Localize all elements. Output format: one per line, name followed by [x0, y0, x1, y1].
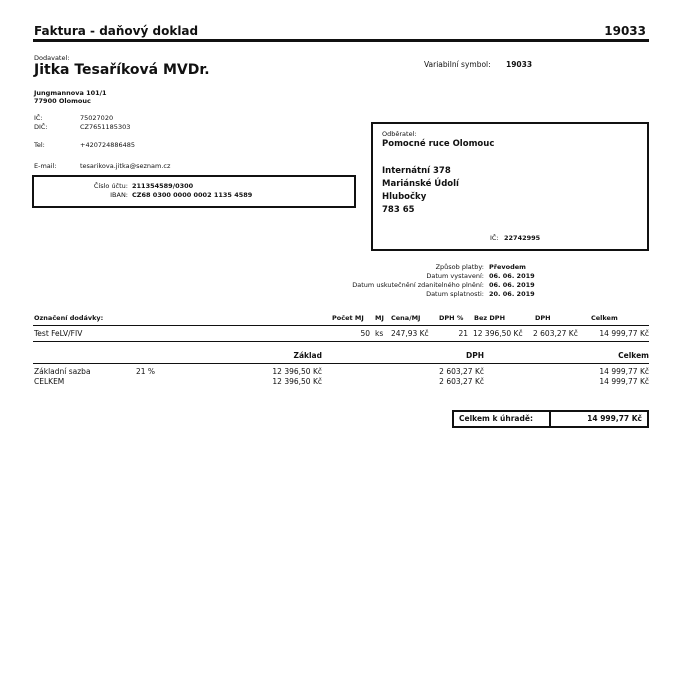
customer-place: Mariánské Údolí — [382, 179, 459, 189]
issued-date: 06. 06. 2019 — [489, 272, 535, 280]
item-qty: 50 — [360, 329, 370, 338]
summary-row-total: 14 999,77 Kč — [599, 377, 649, 386]
col-vat-pct-header: DPH % — [439, 314, 464, 322]
bank-account-label: Číslo účtu: — [93, 182, 128, 190]
payment-method-label: Způsob platby: — [435, 263, 484, 271]
taxable-date-label: Datum uskutečnění zdanitelného plnění: — [352, 281, 484, 289]
items-header-divider — [33, 325, 649, 326]
customer-street: Internátní 378 — [382, 166, 451, 176]
summary-row-base: 12 396,50 Kč — [272, 367, 322, 376]
variable-symbol-value: 19033 — [506, 60, 533, 69]
supplier-name: Jitka Tesaříková MVDr. — [34, 62, 210, 78]
invoice-number: 19033 — [604, 24, 646, 38]
col-total-header: Celkem — [591, 314, 618, 322]
supplier-tel-label: Tel: — [34, 141, 45, 149]
customer-name: Pomocné ruce Olomouc — [382, 139, 495, 149]
taxable-date: 06. 06. 2019 — [489, 281, 535, 289]
due-date-label: Datum splatnosti: — [426, 290, 484, 298]
grand-total-value: 14 999,77 Kč — [587, 414, 642, 423]
item-vat-pct: 21 — [458, 329, 468, 338]
summary-vat-header: DPH — [466, 351, 484, 360]
summary-base-header: Základ — [293, 351, 322, 360]
supplier-email[interactable]: tesarikova.jitka@seznam.cz — [80, 162, 171, 170]
supplier-ic-label: IČ: — [34, 114, 43, 122]
customer-ic-label: IČ: — [490, 234, 499, 242]
supplier-street: Jungmannova 101/1 — [34, 89, 107, 97]
supplier-ic: 75027020 — [80, 114, 114, 122]
customer-ic: 22742995 — [504, 234, 541, 242]
col-vat-header: DPH — [535, 314, 551, 322]
supplier-label: Dodavatel: — [34, 54, 70, 62]
item-vat: 2 603,27 Kč — [533, 329, 578, 338]
col-qty-header: Počet MJ — [332, 314, 364, 322]
due-date: 20. 06. 2019 — [489, 290, 535, 298]
summary-row-label: CELKEM — [34, 377, 65, 386]
bank-iban: CZ68 0300 0000 0002 1135 4589 — [132, 191, 253, 199]
issued-date-label: Datum vystavení: — [426, 272, 484, 280]
col-unit-header: MJ — [375, 314, 384, 322]
header-divider — [33, 39, 649, 42]
item-total: 14 999,77 Kč — [599, 329, 649, 338]
summary-total-header: Celkem — [618, 351, 649, 360]
item-unit: ks — [375, 329, 384, 338]
supplier-tel: +420724886485 — [80, 141, 136, 149]
customer-label: Odběratel: — [382, 130, 417, 138]
invoice-title: Faktura - daňový doklad — [34, 24, 199, 38]
supplier-email-label: E-mail: — [34, 162, 57, 170]
items-row-divider — [33, 341, 649, 342]
payment-method: Převodem — [489, 263, 526, 271]
summary-row-base: 12 396,50 Kč — [272, 377, 322, 386]
grand-total-label: Celkem k úhradě: — [459, 414, 533, 423]
supplier-dic-label: DIČ: — [34, 123, 48, 131]
supplier-city: 77900 Olomouc — [34, 97, 91, 105]
item-name: Test FeLV/FIV — [34, 329, 83, 338]
customer-town: Hlubočky — [382, 192, 427, 202]
grand-total-divider — [549, 410, 551, 428]
summary-row-rate: 21 % — [136, 367, 156, 376]
item-net: 12 396,50 Kč — [473, 329, 523, 338]
summary-row-total: 14 999,77 Kč — [599, 367, 649, 376]
summary-row-vat: 2 603,27 Kč — [439, 377, 484, 386]
bank-account: 211354589/0300 — [132, 182, 194, 190]
customer-zip: 783 65 — [382, 205, 415, 215]
col-price-header: Cena/MJ — [391, 314, 421, 322]
supplier-dic: CZ7651185303 — [80, 123, 131, 131]
summary-header-divider — [33, 363, 649, 364]
col-item-header: Označení dodávky: — [34, 314, 104, 322]
item-price: 247,93 Kč — [391, 329, 429, 338]
variable-symbol-label: Variabilní symbol: — [424, 60, 491, 69]
col-net-header: Bez DPH — [474, 314, 506, 322]
summary-row-vat: 2 603,27 Kč — [439, 367, 484, 376]
summary-row-label: Základní sazba — [34, 367, 91, 376]
bank-iban-label: IBAN: — [110, 191, 128, 199]
